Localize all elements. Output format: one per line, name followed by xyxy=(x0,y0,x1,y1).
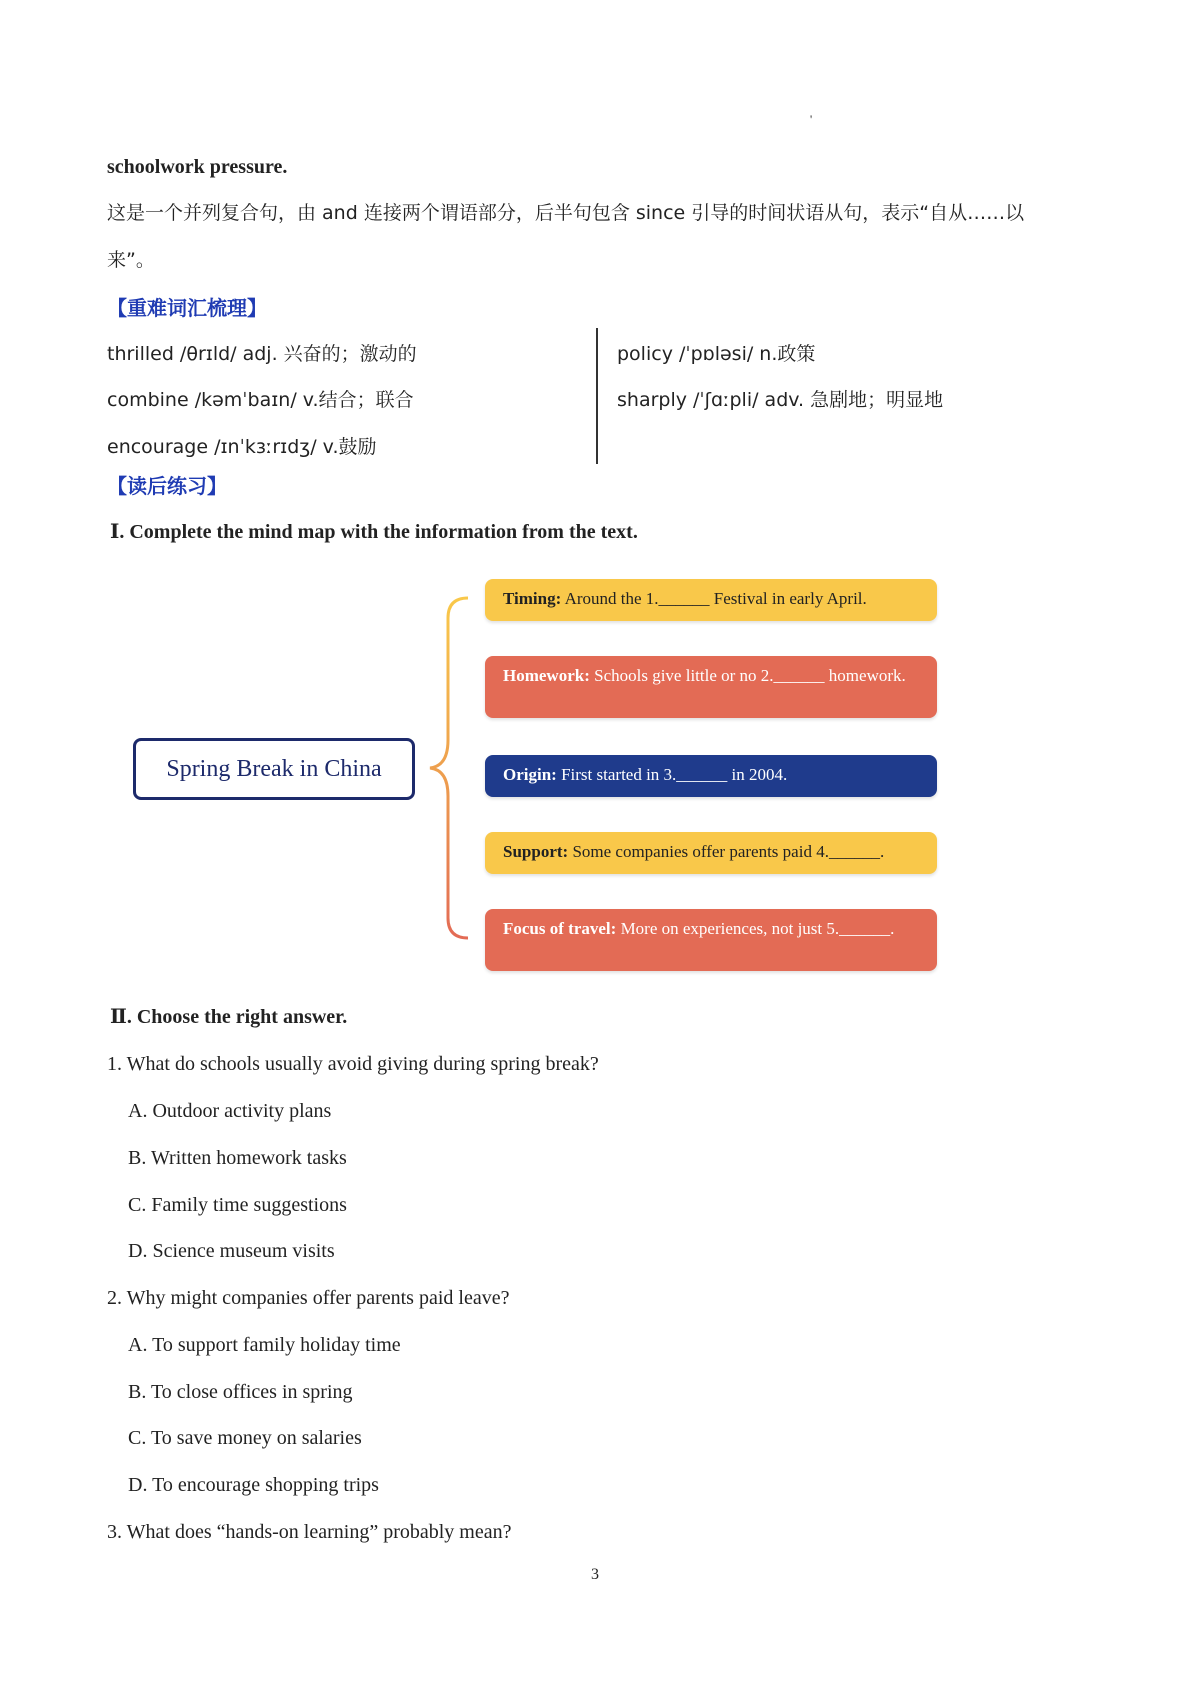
branch-text: More on experiences, not just 5.______. xyxy=(616,919,895,938)
intro-line-1: schoolwork pressure. xyxy=(107,156,288,178)
mindmap-branch-timing xyxy=(485,579,937,621)
practice-heading: 【读后练习】 xyxy=(107,474,227,498)
vocab-heading: 【重难词汇梳理】 xyxy=(107,296,267,320)
q2-option-b: B. To close offices in spring xyxy=(128,1381,353,1403)
page-number: 3 xyxy=(591,1566,599,1583)
vocab-left-2: combine /kəmˈbaɪn/ v.结合；联合 xyxy=(107,389,414,411)
section-2-title: Ⅱ. Choose the right answer. xyxy=(110,1006,348,1028)
branch-text: First started in 3.______ in 2004. xyxy=(556,765,788,784)
mindmap-branch-support xyxy=(485,832,937,874)
question-3: 3. What does “hands-on learning” probably mean? xyxy=(107,1521,512,1543)
mindmap-center: Spring Break in China xyxy=(133,738,415,800)
q1-option-d: D. Science museum visits xyxy=(128,1240,335,1262)
question-2: 2. Why might companies offer parents paid leave? xyxy=(107,1287,510,1309)
branch-label: Focus of travel: xyxy=(503,919,617,938)
branch-label: Timing: xyxy=(503,589,562,608)
question-1: 1. What do schools usually avoid giving during spring break? xyxy=(107,1053,599,1075)
mindmap-branch-focus xyxy=(485,909,937,971)
q2-option-c: C. To save money on salaries xyxy=(128,1427,362,1449)
branch-text: Schools give little or no 2.______ homework. xyxy=(589,666,906,685)
q1-option-c: C. Family time suggestions xyxy=(128,1194,347,1216)
vocab-left-1: thrilled /θrɪld/ adj. 兴奋的；激动的 xyxy=(107,343,417,365)
intro-line-2: 这是一个并列复合句，由 and 连接两个谓语部分，后半句包含 since 引导的时间状语从句，表示“自从……以 xyxy=(107,202,1025,224)
vocab-left-3: encourage /ɪnˈkɜːrɪdʒ/ v.鼓励 xyxy=(107,436,377,458)
intro-line-3: 来”。 xyxy=(107,249,155,271)
mindmap-branch-origin xyxy=(485,755,937,797)
branch-label: Homework: xyxy=(503,666,590,685)
vocab-divider xyxy=(596,328,598,464)
branch-label: Support: xyxy=(503,842,569,861)
top-mark: ' xyxy=(810,112,813,126)
q2-option-d: D. To encourage shopping trips xyxy=(128,1474,379,1496)
mindmap-branch-homework xyxy=(485,656,937,718)
section-1-title: Ⅰ. Complete the mind map with the information from the text. xyxy=(110,521,638,543)
branch-label: Origin: xyxy=(503,765,557,784)
mindmap-connector xyxy=(420,590,490,945)
branch-text: Some companies offer parents paid 4.______. xyxy=(568,842,885,861)
vocab-right-2: sharply /ˈʃɑːpli/ adv. 急剧地；明显地 xyxy=(617,389,944,411)
vocab-right-1: policy /ˈpɒləsi/ n.政策 xyxy=(617,343,816,365)
q1-option-b: B. Written homework tasks xyxy=(128,1147,347,1169)
q1-option-a: A. Outdoor activity plans xyxy=(128,1100,332,1122)
branch-text: Around the 1.______ Festival in early April. xyxy=(561,589,867,608)
q2-option-a: A. To support family holiday time xyxy=(128,1334,401,1356)
